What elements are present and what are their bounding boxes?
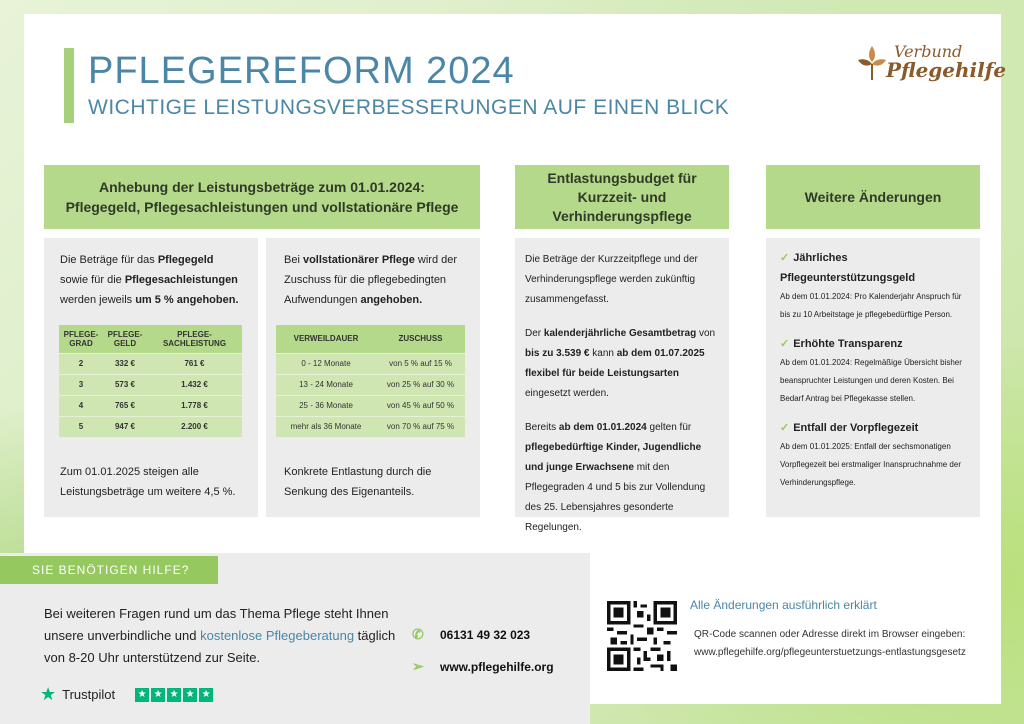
zuschuss-table — [276, 325, 465, 437]
star-icon: ★ — [167, 688, 181, 702]
check-icon: ✓ — [780, 338, 790, 350]
help-tab: SIE BENÖTIGEN HILFE? — [0, 556, 218, 584]
page-subtitle: WICHTIGE LEISTUNGSVERBESSERUNGEN AUF EINEN BLICK — [88, 96, 730, 119]
list-item: ✓ Jährliches Pflegeunterstützungsgeld Ab dem 01.01.2024: Pro Kalenderjahr Anspruch für bis zu 10 Arbeitstage je pflegebedürftige Person. — [780, 252, 962, 319]
help-text: Bei weiteren Fragen rund um das Thema Pflege steht Ihnen unsere unverbindliche und kostenlose Pflegeberatung täglich von 8-20 Uhr unterstützend zur Seite. — [44, 606, 396, 665]
entlastungsbudget-panel — [515, 238, 729, 533]
table-row: 2 332 € 761 € — [59, 353, 242, 374]
pflegegeld-footer: Zum 01.01.2025 steigen alle Leistungsbeträge um weitere 4,5 %. — [60, 466, 236, 498]
check-icon: ✓ — [780, 252, 790, 264]
col-pflegegeld: PFLEGE- GELD — [103, 325, 147, 353]
pflegegeld-intro: Die Beträge für das Pflegegeld sowie für die Pflegesachleistungen werden jeweils um 5 % angehoben. — [60, 254, 239, 306]
weitere-aenderungen-panel — [766, 238, 980, 517]
beratung-link[interactable]: kostenlose Pflegeberatung — [200, 628, 355, 643]
section-leistungsbetraege-heading — [44, 165, 480, 229]
table-row: 4 765 € 1.778 € — [59, 395, 242, 416]
star-icon: ★ — [183, 688, 197, 702]
entlastung-p3: Bereits ab dem 01.01.2024 gelten für pflegebedürftige Kinder, Jugendliche und junge Erwachsene mit den Pflegegraden 4 und 5 bis zur Vollendung des 25. Lebensjahres gesonderte Regelungen. — [525, 422, 706, 533]
col-zuschuss: ZUSCHUSS — [376, 325, 465, 353]
page-title: PFLEGEREFORM 2024 — [88, 50, 515, 92]
send-arrow-icon: ➢ — [412, 658, 424, 674]
vollstationaer-footer: Konkrete Entlastung durch die Senkung des Eigenanteils. — [284, 466, 432, 498]
website-link[interactable]: ➢ www.pflegehilfe.org — [412, 658, 554, 674]
logo-text-verbund: Verbund — [894, 42, 963, 61]
entlastung-p2: Der kalenderjährliche Gesamtbetrag von bis zu 3.539 € kann ab dem 01.07.2025 flexibel für beide Leistungsarten eingesetzt werden. — [525, 328, 716, 399]
table-row: 0 - 12 Monate von 5 % auf 15 % — [276, 353, 465, 374]
table-row: 5 947 € 2.200 € — [59, 416, 242, 437]
col-pflegegrad: PFLEGE- GRAD — [59, 325, 103, 353]
list-item: ✓ Erhöhte Transparenz Ab dem 01.01.2024: Regelmäßige Übersicht bisher beanspruchter Leistungen und deren Kosten. Bei Bedarf Antrag bei Pflegekasse stellen. — [780, 338, 962, 403]
table-row: 13 - 24 Monate von 25 % auf 30 % — [276, 374, 465, 395]
phone-link[interactable]: ✆ 06131 49 32 023 — [412, 626, 531, 642]
pflegegeld-table — [59, 325, 242, 437]
qr-code-icon[interactable] — [607, 601, 677, 671]
col-verweildauer: VERWEILDAUER — [276, 325, 376, 353]
heading-line-2: Pflegegeld, Pflegesachleistungen und vollstationäre Pflege — [65, 199, 459, 215]
table-row: 3 573 € 1.432 € — [59, 374, 242, 395]
brand-logo — [856, 42, 1007, 86]
section-weitere-aenderungen-heading: Weitere Änderungen — [766, 165, 980, 229]
check-icon: ✓ — [780, 422, 790, 434]
col-sachleistung: PFLEGE- SACHLEISTUNG — [147, 325, 242, 353]
trustpilot-badge[interactable]: ★ Trustpilot ★ ★ ★ ★ ★ — [40, 684, 213, 705]
star-icon: ★ — [199, 688, 213, 702]
entlastung-p1: Die Beträge der Kurzzeitpflege und der Verhinderungspflege werden zukünftig zusammengefasst. — [525, 254, 698, 305]
heading-line-1: Anhebung der Leistungsbeträge zum 01.01.2024: — [99, 179, 425, 195]
leaf-logo-icon — [856, 42, 888, 82]
list-item: ✓ Entfall der Vorpflegezeit Ab dem 01.01.2025: Entfall der sechsmonatigen Vorpflegezeit bei erstmaliger Inanspruchnahme der Verhinderungspflege. — [780, 422, 961, 487]
qr-instructions: QR-Code scannen oder Adresse direkt im Browser eingeben: www.pflegehilfe.org/pflegeunterstuetzungs-entlastungsgesetz — [694, 626, 994, 662]
section-entlastungsbudget-heading: Entlastungsbudget für Kurzzeit- und Verhinderungspflege — [515, 165, 729, 229]
star-icon: ★ — [135, 688, 149, 702]
qr-url-link[interactable]: www.pflegehilfe.org/pflegeunterstuetzungs-entlastungsgesetz — [694, 647, 966, 658]
table-row: 25 - 36 Monate von 45 % auf 50 % — [276, 395, 465, 416]
rating-stars — [135, 688, 213, 702]
logo-text-pflegehilfe: Pflegehilfe — [886, 58, 1007, 82]
trustpilot-star-icon: ★ — [40, 684, 57, 704]
title-accent-bar — [64, 48, 74, 123]
star-icon: ★ — [151, 688, 165, 702]
phone-icon: ✆ — [412, 626, 424, 642]
qr-title: Alle Änderungen ausführlich erklärt — [690, 598, 877, 612]
vollstationaer-intro: Bei vollstationärer Pflege wird der Zuschuss für die pflegebedingten Aufwendungen angehoben. — [284, 254, 458, 306]
table-row: mehr als 36 Monate von 70 % auf 75 % — [276, 416, 465, 437]
